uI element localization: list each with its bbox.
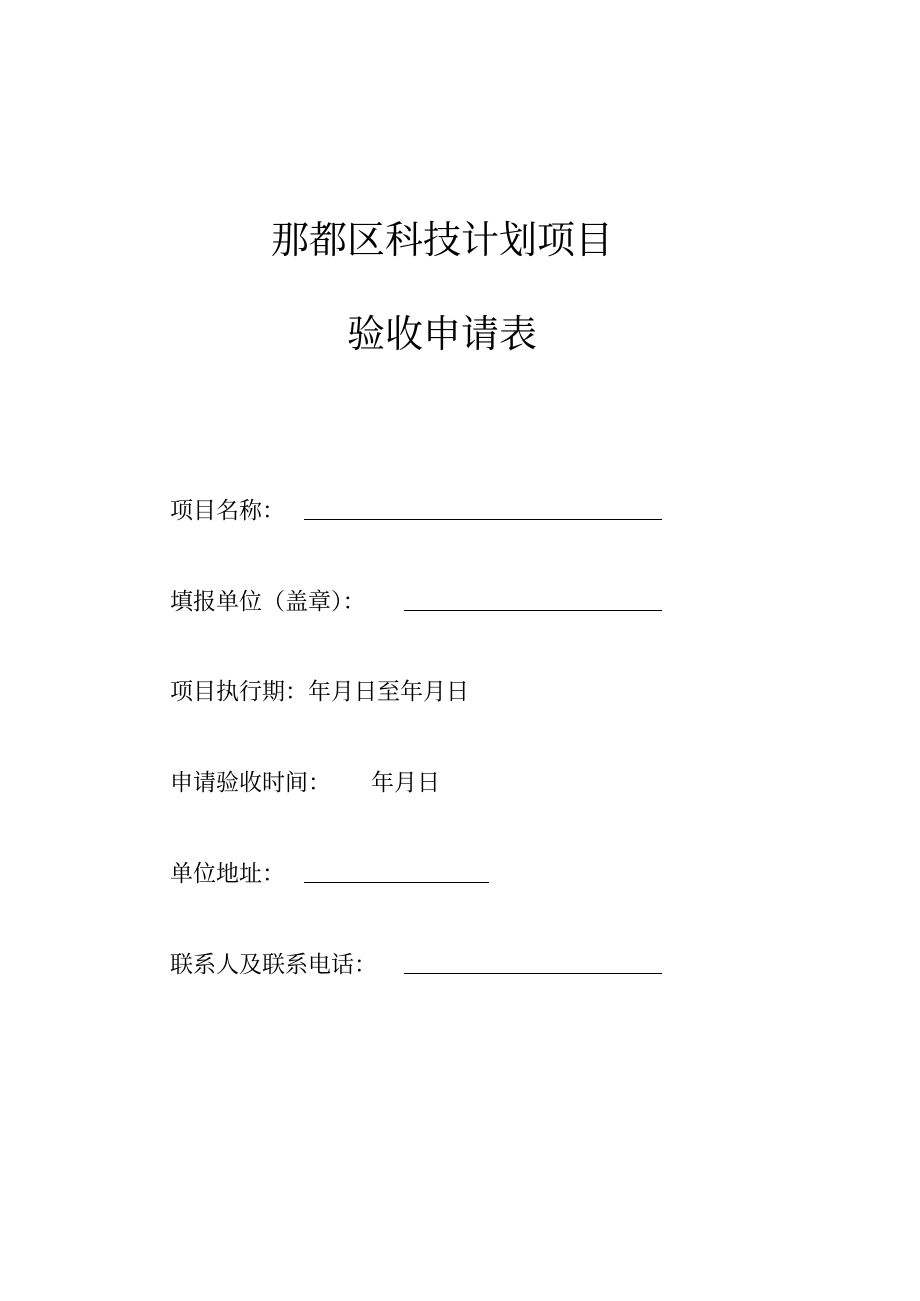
application-time-value[interactable]: 年月日 xyxy=(371,770,440,796)
project-name-blank[interactable] xyxy=(304,519,662,520)
project-name-label: 项目名称： xyxy=(170,498,285,524)
unit-seal-label: 填报单位（盖章）： xyxy=(170,589,366,615)
application-time-label: 申请验收时间： xyxy=(170,770,331,796)
contact-label: 联系人及联系电话： xyxy=(170,952,377,978)
unit-address-label: 单位地址： xyxy=(170,861,285,887)
form-title-line-2: 验收申请表 xyxy=(346,312,537,356)
unit-seal-blank[interactable] xyxy=(404,610,662,611)
form-title-line-1: 那都区科技计划项目 xyxy=(270,218,613,262)
contact-blank[interactable] xyxy=(404,973,662,974)
unit-address-blank[interactable] xyxy=(304,882,489,883)
execution-period-label: 项目执行期：年月日至年月日 xyxy=(170,679,469,705)
